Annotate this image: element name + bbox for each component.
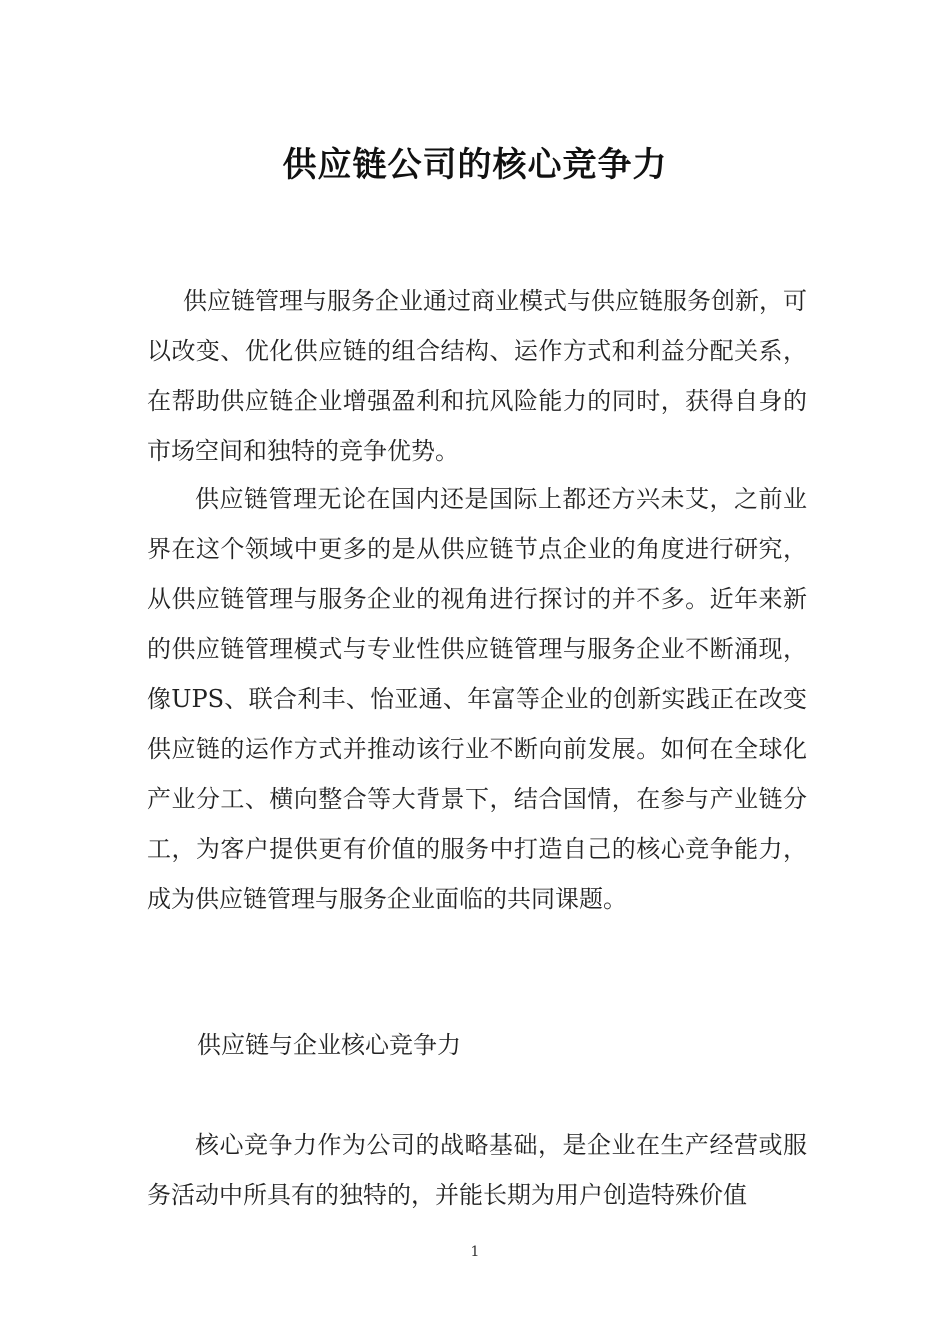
section-heading: 供应链与企业核心竞争力 [197, 1031, 461, 1059]
paragraph-core-competence: 核心竞争力作为公司的战略基础，是企业在生产经营或服务活动中所具有的独特的，并能长期为用户创造特殊价值 [147, 1131, 807, 1209]
paragraph-background: 供应链管理无论在国内还是国际上都还方兴未艾，之前业界在这个领域中更多的是从供应链节点企业的角度进行研究，从供应链管理与服务企业的视角进行探讨的并不多。近年来新的供应链管理模式与专业性供应链管理与服务企业不断涌现，像UPS、联合利丰、怡亚通、年富等企业的创新实践正在改变供应链的运作方式并推动该行业不断向前发展。如何在全球化产业分工、横向整合等大背景下，结合国情，在参与产业链分工，为客户提供更有价值的服务中打造自己的核心竞争能力，成为供应链管理与服务企业面临的共同课题。 [147, 485, 807, 913]
document-title: 供应链公司的核心竞争力 [282, 145, 668, 185]
page-number: 1 [470, 1244, 480, 1260]
paragraph-intro: 供应链管理与服务企业通过商业模式与供应链服务创新，可以改变、优化供应链的组合结构、运作方式和利益分配关系，在帮助供应链企业增强盈利和抗风险能力的同时，获得自身的市场空间和独特的竞争优势。 [147, 287, 807, 465]
